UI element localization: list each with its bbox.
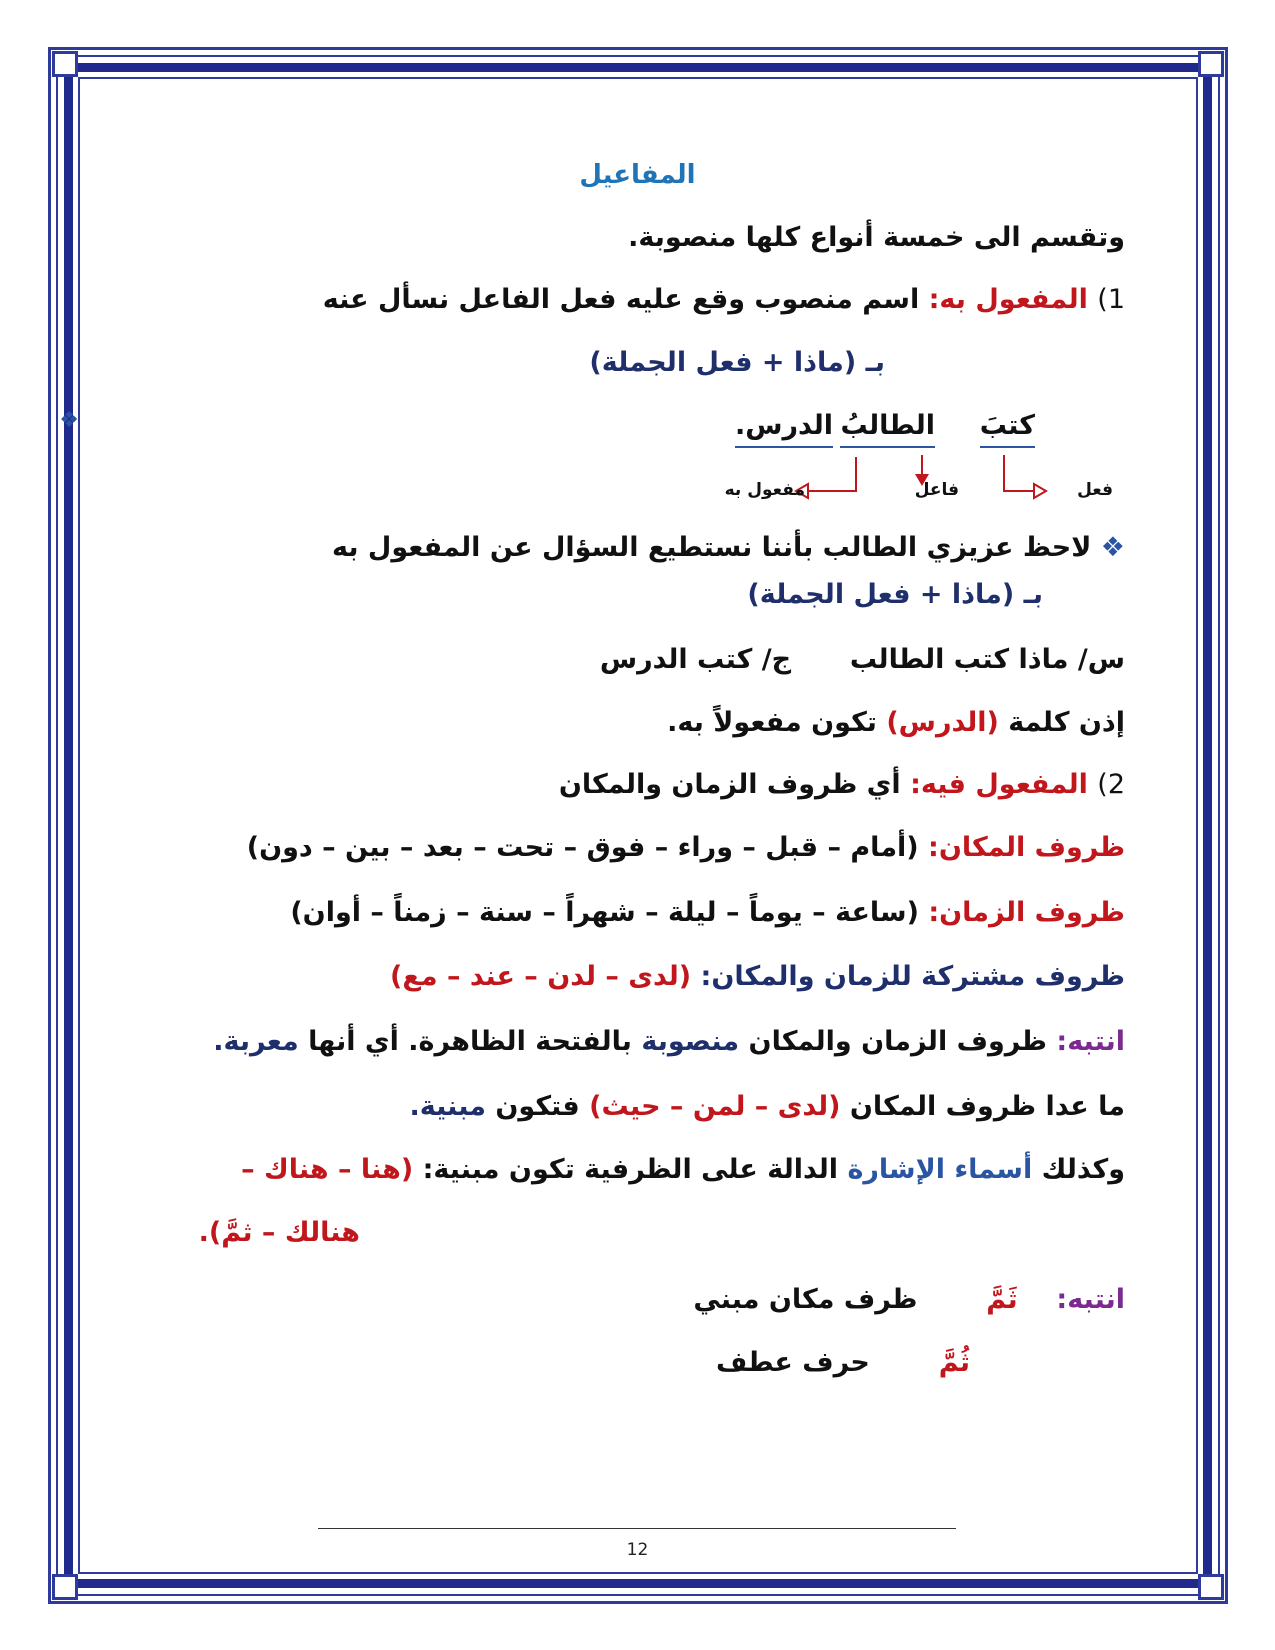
- demonstratives-pre: وكذلك: [1041, 1154, 1125, 1185]
- label-object: مفعول به: [724, 480, 805, 500]
- item2-definition: أي ظروف الزمان والمكان: [558, 769, 901, 800]
- demonstratives-highlight: أسماء الإشارة: [847, 1154, 1033, 1185]
- attention1-line: [213, 1022, 1125, 1062]
- attention2-line1: [693, 1280, 1125, 1320]
- page-title: المفاعيل: [579, 160, 696, 190]
- item1-question: بـ (ماذا + فعل الجملة): [589, 347, 885, 378]
- attention2-meaning1: ظرف مكان مبني: [693, 1284, 918, 1315]
- item2-term: المفعول فيه:: [910, 769, 1088, 800]
- attention1-pre: ظروف الزمان والمكان: [748, 1026, 1047, 1057]
- page-number: 12: [626, 1540, 649, 1560]
- demonstratives-mid: الدالة على الظرفية تكون مبنية:: [422, 1154, 839, 1185]
- conclusion-line: [667, 703, 1125, 743]
- time-values: (ساعة – يوماً – ليلة – شهراً – سنة – زمناً – أوان): [290, 897, 919, 928]
- qa-question: س/ ماذا كتب الطالب: [849, 644, 1125, 675]
- shared-values: (لدى – لدن – عند – مع): [390, 961, 692, 992]
- place-label: ظروف المكان:: [928, 832, 1125, 863]
- conclusion-word: (الدرس): [886, 707, 999, 738]
- attention1-mid: بالفتحة الظاهرة. أي أنها: [308, 1026, 632, 1057]
- item1-definition: اسم منصوب وقع عليه فعل الفاعل نسأل عنه: [322, 284, 920, 315]
- note1-text: لاحظ عزيزي الطالب بأننا نستطيع السؤال عن المفعول به: [332, 532, 1092, 563]
- example-subject: الطالبُ: [840, 406, 935, 448]
- footer-rule: [318, 1528, 956, 1529]
- attention2-word1: ثَمَّ: [986, 1284, 1018, 1315]
- item1-term: المفعول به:: [928, 284, 1088, 315]
- qa-line: [600, 640, 1125, 680]
- demonstratives-line: [241, 1150, 1125, 1190]
- exception-post: فتكون: [495, 1091, 580, 1122]
- note1-question: بـ (ماذا + فعل الجملة): [747, 579, 1043, 610]
- item2-number: 2): [1097, 769, 1125, 800]
- place-values: (أمام – قبل – وراء – فوق – تحت – بعد – بين – دون): [246, 832, 919, 863]
- example-verb: كتبَ: [980, 406, 1035, 448]
- item1-number: 1): [1097, 284, 1125, 315]
- attention2-line2: [716, 1343, 970, 1383]
- example-bullet-icon: ❖: [59, 408, 79, 433]
- note1-bullet-icon: ❖: [1100, 532, 1125, 563]
- shared-line: [390, 957, 1125, 997]
- attention1-word: منصوبة: [641, 1026, 740, 1057]
- place-line: [247, 828, 1125, 868]
- exception-values: (لدى – لمن – حيث): [589, 1091, 841, 1122]
- label-verb: فعل: [1077, 480, 1113, 500]
- qa-answer: ج/ كتب الدرس: [599, 644, 792, 675]
- time-label: ظروف الزمان:: [928, 897, 1125, 928]
- attention2-label: انتبه:: [1056, 1284, 1125, 1315]
- label-subject: فاعل: [914, 480, 959, 500]
- example-object: الدرس.: [735, 406, 833, 448]
- demonstratives-values1: (هنا – هناك –: [241, 1154, 414, 1185]
- attention1-label: انتبه:: [1056, 1026, 1125, 1057]
- item2-line: [559, 765, 1125, 805]
- exception-line: [410, 1087, 1125, 1127]
- shared-label: ظروف مشتركة للزمان والمكان:: [700, 961, 1125, 992]
- exception-end: مبنية.: [409, 1091, 486, 1122]
- conclusion-post: تكون مفعولاً به.: [667, 707, 877, 738]
- demonstratives-values2: هنالك – ثمَّ).: [198, 1217, 360, 1248]
- time-line: [290, 893, 1125, 933]
- exception-pre: ما عدا ظروف المكان: [849, 1091, 1125, 1122]
- attention2-word2: ثُمَّ: [938, 1347, 970, 1378]
- attention1-end: معربة.: [213, 1026, 299, 1057]
- intro-text: وتقسم الى خمسة أنواع كلها منصوبة.: [628, 222, 1125, 253]
- conclusion-pre: إذن كلمة: [1008, 707, 1125, 738]
- attention2-meaning2: حرف عطف: [715, 1347, 870, 1378]
- note1-line: [332, 528, 1125, 568]
